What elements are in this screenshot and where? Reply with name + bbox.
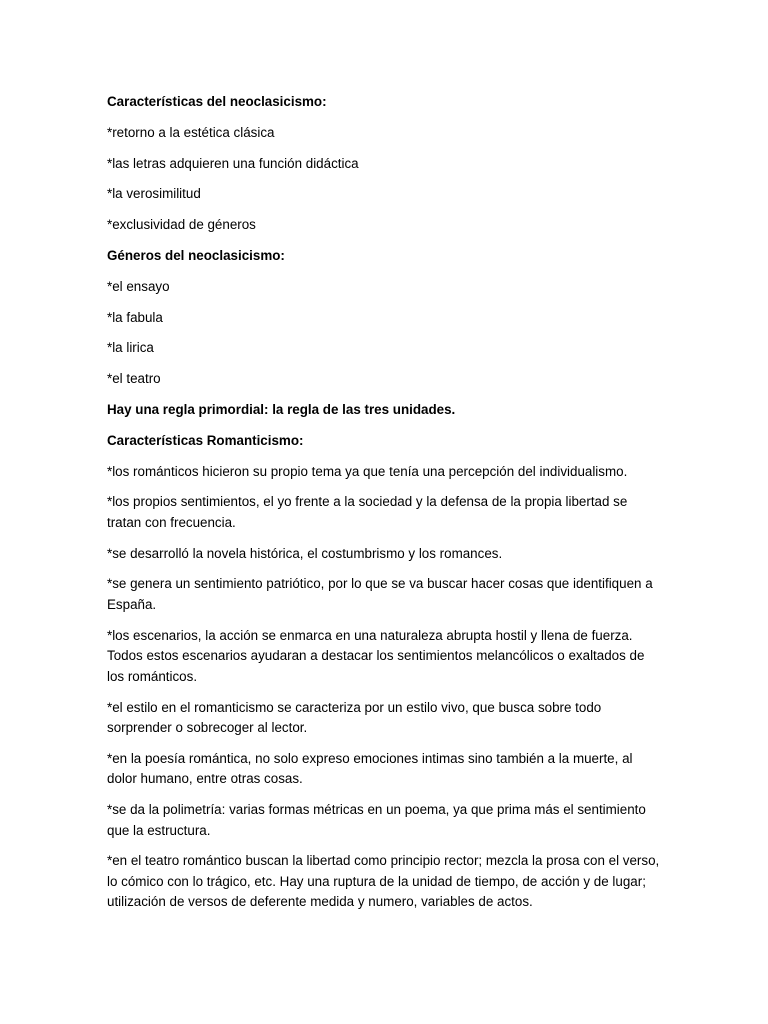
heading-romanticismo-caracteristicas: Características Romanticismo: bbox=[107, 432, 304, 448]
list-item: *en el teatro romántico buscan la libertad como principio rector; mezcla la prosa con el verso, lo cómico con lo trágico, etc. Hay una ruptura de la unidad de tiempo, de acción y de lugar; utilización de versos de deferente medida y numero, variables de actos. bbox=[107, 853, 660, 910]
heading-neoclasicismo-caracteristicas: Características del neoclasicismo: bbox=[107, 94, 327, 109]
list-item: *los románticos hicieron su propio tema ya que tenía una percepción del individualismo. bbox=[107, 463, 628, 479]
list-item: *el estilo en el romanticismo se caracteriza por un estilo vivo, que busca sobre todo sorprender o sobrecoger al lector. bbox=[107, 699, 602, 736]
list-item: *la fabula bbox=[107, 309, 163, 325]
list-item: *se genera un sentimiento patriótico, por lo que se va buscar hacer cosas que identifiquen a España. bbox=[107, 576, 653, 612]
document-page bbox=[107, 92, 662, 923]
heading-neoclasicismo-generos: Géneros del neoclasicismo: bbox=[107, 247, 285, 263]
heading-regla-tres-unidades: Hay una regla primordial: la regla de las tres unidades. bbox=[107, 401, 456, 417]
list-item: *la verosimilitud bbox=[107, 186, 201, 202]
list-item: *el ensayo bbox=[107, 278, 170, 294]
list-item: *exclusividad de géneros bbox=[107, 217, 256, 233]
list-item: *los propios sentimientos, el yo frente a la sociedad y la defensa de la propia libertad se tratan con frecuencia. bbox=[107, 494, 628, 530]
list-item: *la lirica bbox=[107, 340, 154, 356]
list-item: *en la poesía romántica, no solo expreso emociones intimas sino también a la muerte, al dolor humano, entre otras cosas. bbox=[107, 750, 633, 787]
list-item: *los escenarios, la acción se enmarca en una naturaleza abrupta hostil y llena de fuerza. Todos estos escenarios ayudaran a destacar los sentimientos melancólicos o exaltados de los románticos. bbox=[107, 627, 645, 684]
list-item: *se da la polimetría: varias formas métricas en un poema, ya que prima más el sentimiento que la estructura. bbox=[107, 802, 646, 838]
list-item: *retorno a la estética clásica bbox=[107, 124, 275, 140]
list-item: *se desarrolló la novela histórica, el costumbrismo y los romances. bbox=[107, 545, 503, 561]
list-item: *el teatro bbox=[107, 371, 161, 387]
list-item: *las letras adquieren una función didáctica bbox=[107, 155, 359, 171]
